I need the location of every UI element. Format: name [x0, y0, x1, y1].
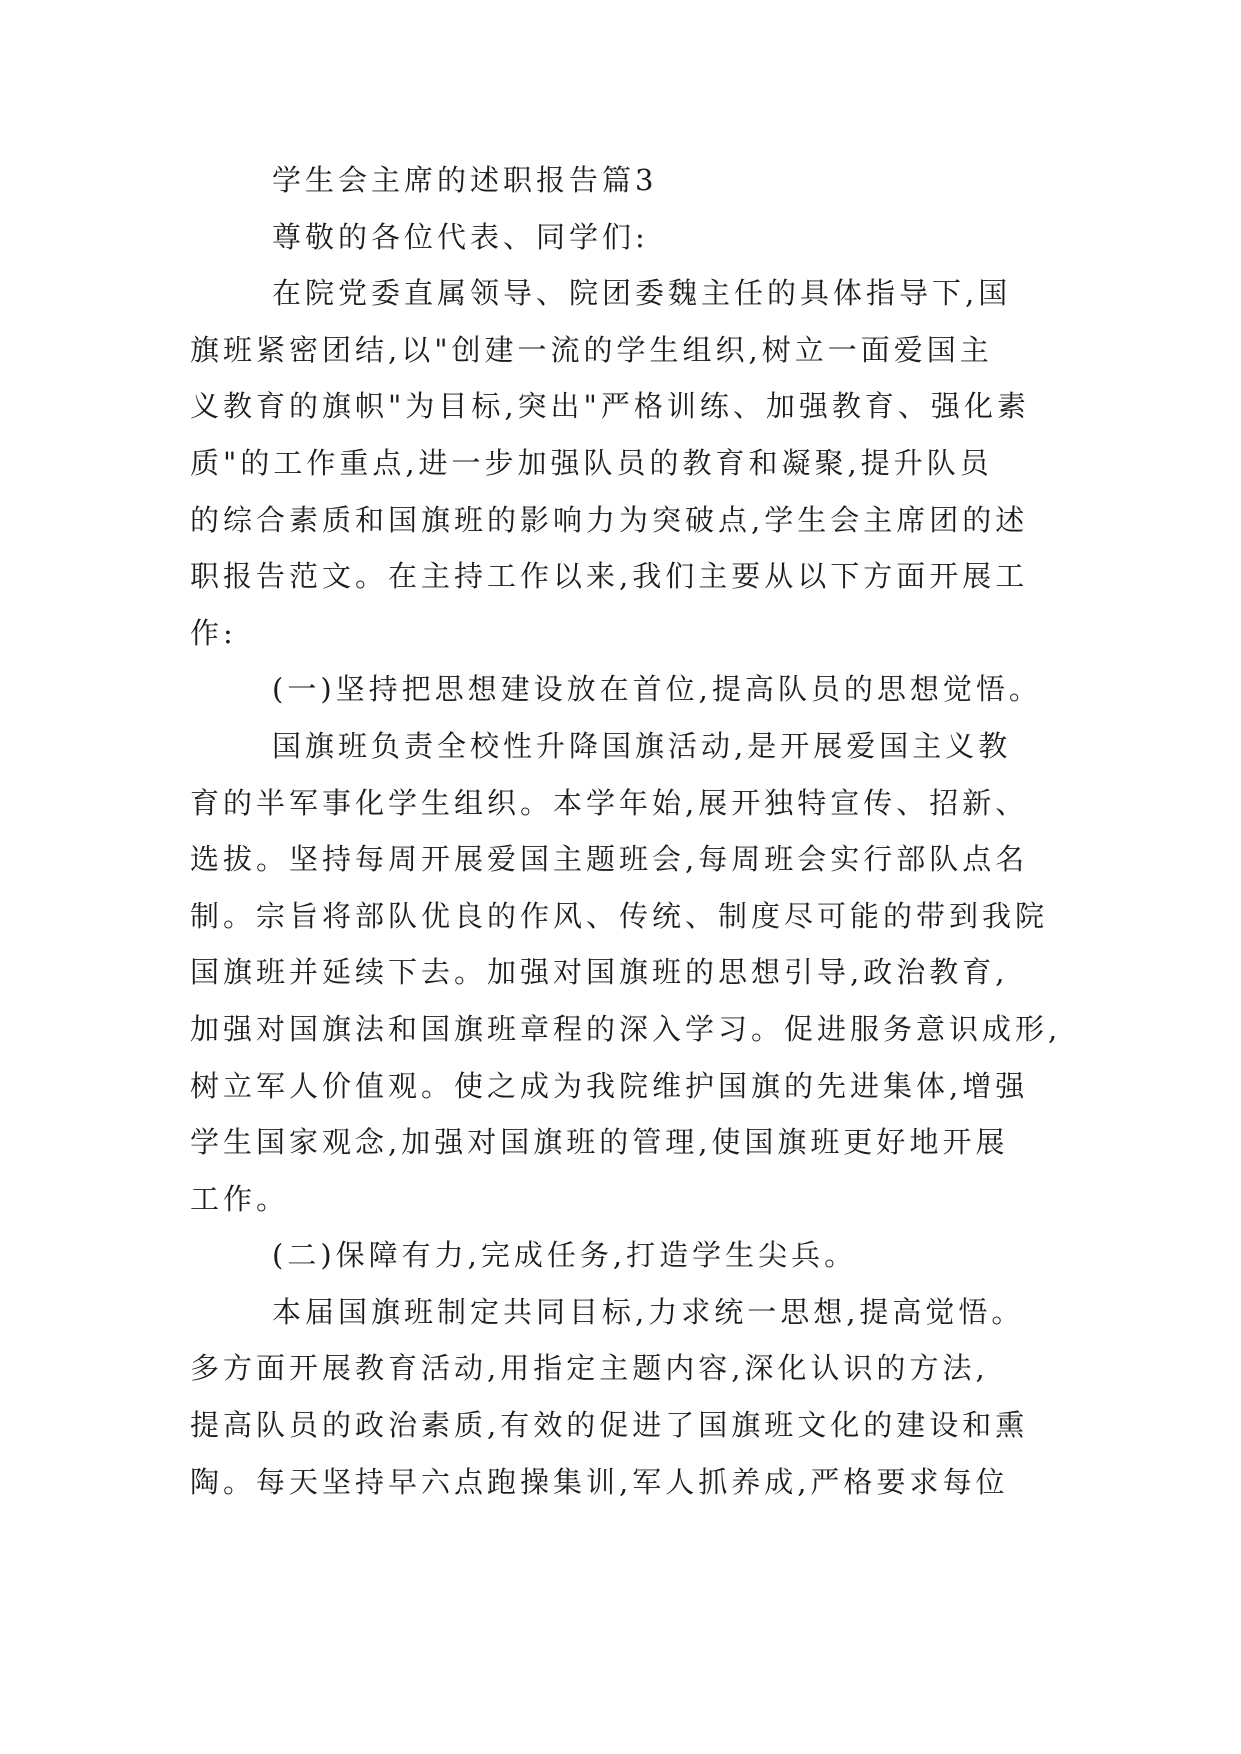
paragraph-line: 陶。每天坚持早六点跑操集训,军人抓养成,严格要求每位	[190, 1464, 1009, 1499]
paragraph-line: 学生国家观念,加强对国旗班的管理,使国旗班更好地开展	[190, 1125, 1009, 1160]
paragraph-line: 职报告范文。在主持工作以来,我们主要从以下方面开展工	[190, 559, 1029, 594]
document-body	[190, 152, 1062, 1510]
salutation: 尊敬的各位代表、同学们:	[272, 219, 649, 254]
paragraph-line: 加强对国旗法和国旗班章程的深入学习。促进服务意识成形,	[190, 1011, 1062, 1046]
paragraph-line: 质"的工作重点,进一步加强队员的教育和凝聚,提升队员	[190, 445, 993, 480]
paragraph-line: 国旗班负责全校性升降国旗活动,是开展爱国主义教	[272, 728, 1012, 763]
paragraph-line: 在院党委直属领导、院团委魏主任的具体指导下,国	[272, 276, 1012, 311]
paragraph-line: 多方面开展教育活动,用指定主题内容,深化认识的方法,	[190, 1351, 989, 1386]
paragraph-line: 作:	[190, 615, 237, 650]
paragraph-line: 国旗班并延续下去。加强对国旗班的思想引导,政治教育,	[190, 955, 1009, 990]
paragraph-line: 的综合素质和国旗班的影响力为突破点,学生会主席团的述	[190, 502, 1029, 537]
paragraph-line: 义教育的旗帜"为目标,突出"严格训练、加强教育、强化素	[190, 389, 1030, 424]
paragraph-line: 育的半军事化学生组织。本学年始,展开独特宣传、招新、	[190, 785, 1029, 820]
paragraph-line: 旗班紧密团结,以"创建一流的学生组织,树立一面爱国主	[190, 332, 993, 367]
document-title: 学生会主席的述职报告篇3	[272, 163, 658, 197]
section-heading: (二)保障有力,完成任务,打造学生尖兵。	[272, 1238, 858, 1273]
paragraph-line: 本届国旗班制定共同目标,力求统一思想,提高觉悟。	[272, 1294, 1025, 1329]
section-heading: (一)坚持把思想建设放在首位,提高队员的思想觉悟。	[272, 672, 1042, 707]
paragraph-line: 制。宗旨将部队优良的作风、传统、制度尽可能的带到我院	[190, 898, 1049, 933]
paragraph-line: 工作。	[190, 1181, 290, 1216]
paragraph-line: 选拔。坚持每周开展爱国主题班会,每周班会实行部队点名	[190, 842, 1029, 877]
paragraph-line: 提高队员的政治素质,有效的促进了国旗班文化的建设和熏	[190, 1408, 1029, 1443]
paragraph-line: 树立军人价值观。使之成为我院维护国旗的先进集体,增强	[190, 1068, 1029, 1103]
